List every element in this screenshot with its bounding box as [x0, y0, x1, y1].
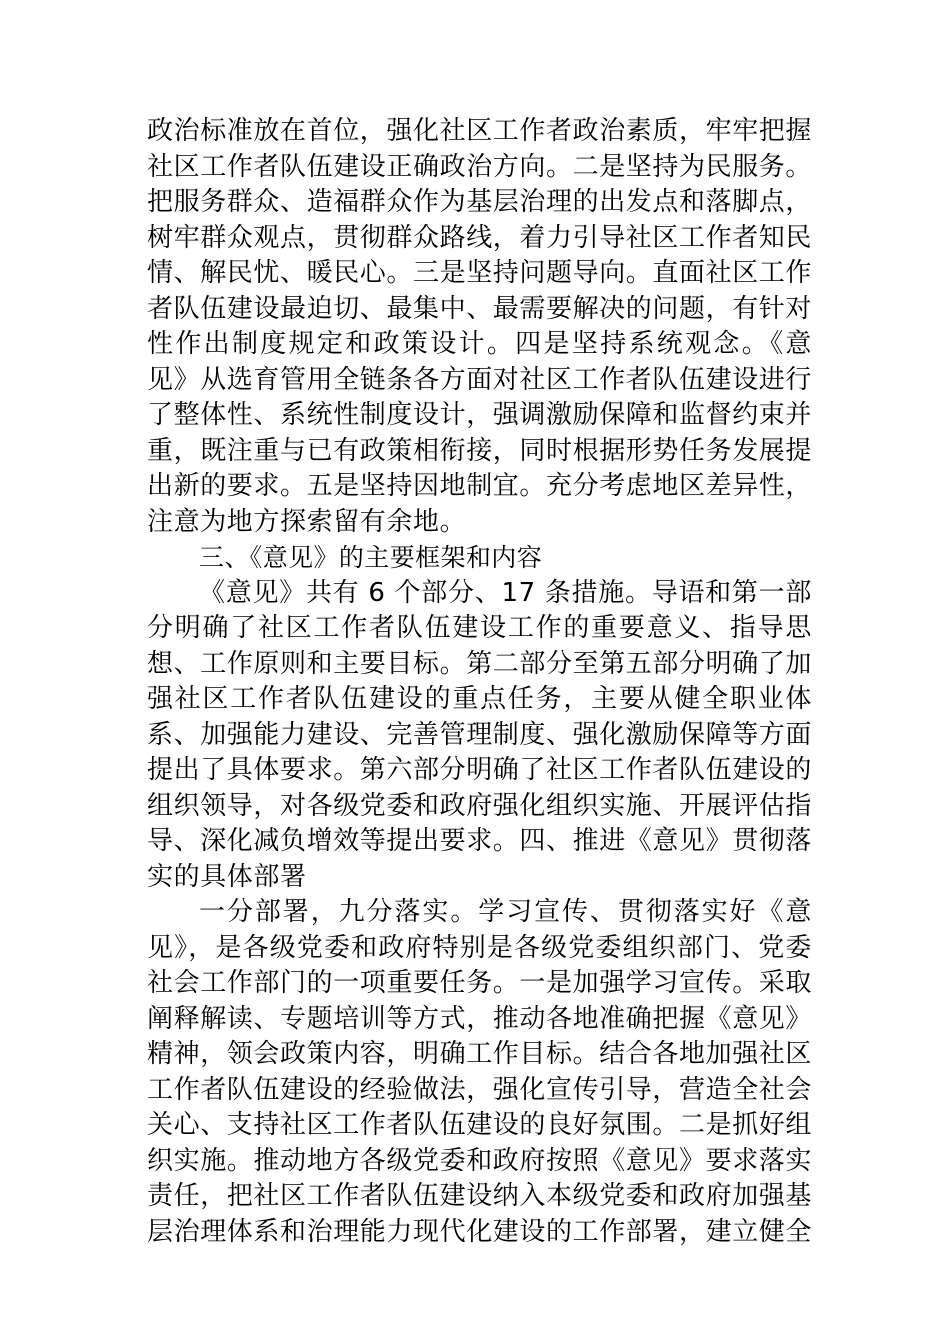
- paragraph-framework: 《意见》共有 6 个部分、17 条措施。导语和第一部分明确了社区工作者队伍建设工作的重要意义、指导思想、工作原则和主要目标。第二部分至第五部分明确了加强社区工作者队伍建设的重点任务，主要从健全职业体系、加强能力建设、完善管理制度、强化激励保障等方面提出了具体要求。第六部分明确了社区工作者队伍建设的组织领导，对各级党委和政府强化组织实施、开展评估指导、深化减负增效等提出要求。四、推进《意见》贯彻落实的具体部署: [147, 577, 813, 892]
- document-body: [147, 114, 812, 1250]
- paragraph-implementation: 一分部署，九分落实。学习宣传、贯彻落实好《意见》，是各级党委和政府特别是各级党委组织部门、党委社会工作部门的一项重要任务。一是加强学习宣传。采取阐释解读、专题培训等方式，推动各地准确把握《意见》精神，领会政策内容，明确工作目标。结合各地加强社区工作者队伍建设的经验做法，强化宣传引导，营造全社会关心、支持社区工作者队伍建设的良好氛围。二是抓好组织实施。推动地方各级党委和政府按照《意见》要求落实责任，把社区工作者队伍建设纳入本级党委和政府加强基层治理体系和治理能力现代化建设的工作部署，建立健全: [147, 897, 813, 1247]
- paragraph-principles: 政治标准放在首位，强化社区工作者政治素质，牢牢把握社区工作者队伍建设正确政治方向。二是坚持为民服务。把服务群众、造福群众作为基层治理的出发点和落脚点，树牢群众观点，贯彻群众路线，着力引导社区工作者知民情、解民忧、暖民心。三是坚持问题导向。直面社区工作者队伍建设最迫切、最集中、最需要解决的问题，有针对性作出制度规定和政策设计。四是坚持系统观念。《意见》从选育管用全链条各方面对社区工作者队伍建设进行了整体性、系统性制度设计，强调激励保障和监督约束并重，既注重与已有政策相衔接，同时根据形势任务发展提出新的要求。五是坚持因地制宜。充分考虑地区差异性，注意为地方探索留有余地。: [147, 116, 813, 537]
- section-heading-framework: 三、《意见》的主要框架和内容: [199, 543, 543, 572]
